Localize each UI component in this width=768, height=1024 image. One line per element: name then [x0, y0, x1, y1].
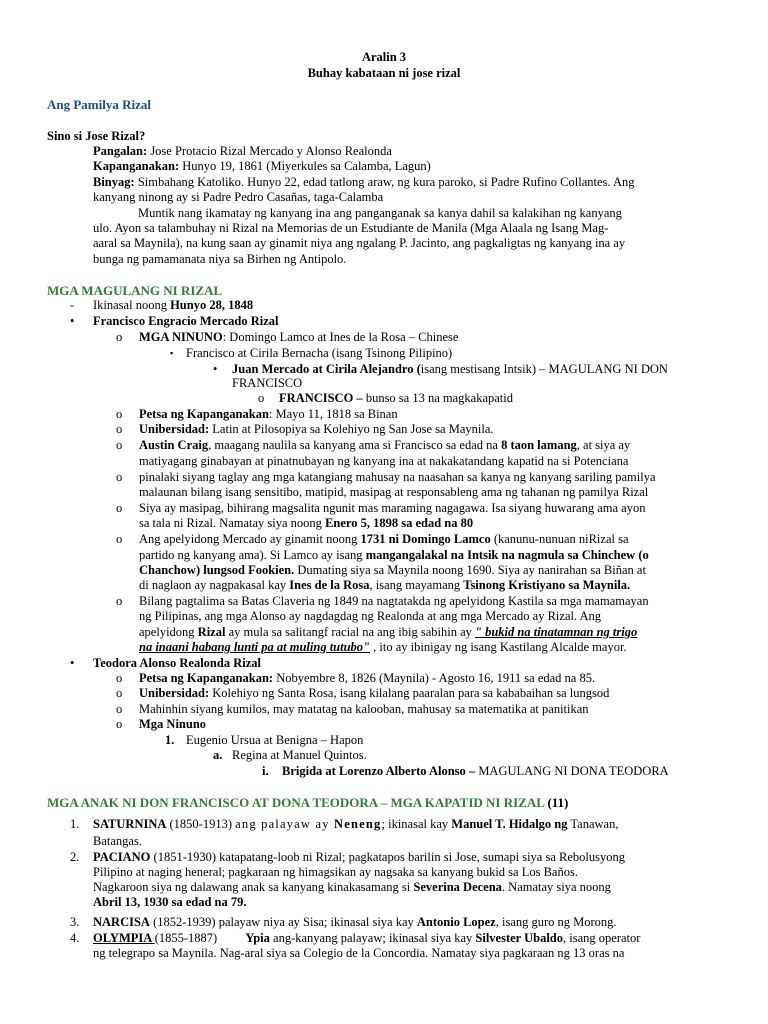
sibling-item: [93, 931, 640, 946]
o-marker: o: [116, 407, 123, 421]
mother-univ-value: Kolehiyo ng Santa Rosa, isang kilalang paaralan para sa kababaihan sa lungsod: [209, 686, 610, 700]
o-marker: o: [258, 391, 265, 405]
claveria-text: apelyidong: [139, 625, 198, 639]
list-letter: a.: [213, 748, 223, 762]
surname-line-4: [139, 578, 630, 593]
father-univ-line: [139, 422, 494, 437]
surname-bold: Chanchow) lungsod Fookien.: [139, 563, 295, 577]
surname-line: [139, 532, 629, 547]
married-text: Ikinasal noong: [93, 298, 171, 312]
sibling-item: [93, 915, 617, 930]
paragraph-line: aaral sa Maynila), na kung saan ay ginamit niya ang ngalang P. Jacinto, ang pagkaligtas ng kanyang ina ay: [93, 236, 626, 250]
baptism-line: [93, 175, 635, 190]
o-marker: o: [116, 438, 123, 452]
o-marker: o: [116, 470, 123, 484]
craig-text-end: , at siya ay: [576, 438, 631, 452]
mother-ancestor-line: Regina at Manuel Quintos.: [232, 748, 367, 762]
o-marker: o: [116, 717, 123, 731]
sibling-item: [93, 817, 618, 832]
mother-birth-value: Nobyembre 8, 1826 (Maynila) - Agosto 16, 1911 sa edad na 85.: [273, 671, 596, 685]
sibling-text: , isang guro ng Morong.: [495, 915, 617, 929]
father-name: Francisco Engracio Mercado Rizal: [93, 314, 279, 328]
diligent-line-2: [139, 516, 473, 531]
diligent-text: sa tala ni Rizal. Namatay siya noong: [139, 516, 326, 530]
meaning-quote: na inaani habang lunti pa at muling tutubo": [139, 640, 370, 654]
siblings-count: (11): [547, 795, 569, 810]
parents-line: [232, 362, 668, 377]
dash-marker: -: [70, 298, 75, 312]
sibling-text: Tanawan,: [567, 817, 619, 831]
o-marker: o: [116, 594, 123, 608]
ninuno-label: MGA NINUNO: [139, 330, 223, 344]
sibling-item-line: Pilipino at naging heneral; pagkaraan ng himagsikan ay nagsaka sa kanyang bukid sa Los Baños.: [93, 865, 578, 879]
sibling-spouse: Manuel T. Hidalgo ng: [451, 817, 568, 831]
sibling-text: . Namatay siya noong: [501, 880, 611, 894]
surname-bold: mangangalakal na Intsik na nagmula sa Chinchew (o: [365, 548, 649, 562]
birth-label: Kapanganakan:: [93, 159, 180, 173]
mother-ancestor-line: [282, 764, 669, 779]
sibling-years: (1855-1887): [154, 931, 246, 945]
mother-birth-line: [139, 671, 595, 686]
craig-line-2: matiyagang ginabayan at pinatnubayan ng kanyang ina at nakakatandang kapatid na si Potenciana: [139, 454, 629, 468]
mother-ancestor-line: Eugenio Ursua at Benigna – Hapon: [186, 733, 364, 747]
craig-bold: Austin Craig: [139, 438, 209, 452]
surname-text: di naglaon ay nagpakasal kay: [139, 578, 290, 592]
lesson-title: Buhay kabataan ni jose rizal: [307, 66, 461, 80]
meaning-quote: " bukid na tinatamnan ng trigo: [475, 625, 638, 639]
surname-text-end: (kanunu-nunuan niRizal sa: [490, 532, 629, 546]
francisco-bold: FRANCISCO –: [279, 391, 363, 405]
mother-name: Teodora Alonso Realonda Rizal: [93, 656, 261, 670]
ninuno-value: : Domingo Lamco at Ines de la Rosa – Chinese: [222, 330, 459, 344]
sibling-item-line: ng telegrapo sa Maynila. Nag-aral siya sa Colegio de la Concordia. Namatay siya pagkaraan ng 13 oras na: [93, 946, 625, 960]
father-birth-label: Petsa ng Kapanganakan: [139, 407, 269, 421]
paragraph-line: Muntik nang ikamatay ng kanyang ina ang panganganak sa kanya dahil sa kalakihan ng kanyang: [138, 206, 622, 220]
siblings-heading-text: MGA ANAK NI DON FRANCISCO AT DONA TEODORA – MGA KAPATID NI RIZAL: [47, 795, 548, 810]
craig-text: , maagang naulila sa kanyang ama si Francisco sa edad na: [208, 438, 502, 452]
surname-bold: 1731 ni Domingo Lamco: [360, 532, 491, 546]
sibling-spouse: Silvester Ubaldo: [475, 931, 564, 945]
sibling-partner: Severina Decena: [413, 880, 502, 894]
o-marker: o: [116, 532, 123, 546]
list-number: 4.: [70, 931, 80, 945]
surname-bold: Tsinong Kristiyano sa Maynila.: [463, 578, 631, 592]
o-marker: o: [116, 702, 123, 716]
sibling-nickname: Neneng: [334, 817, 382, 831]
paragraph-line: ulo. Ayon sa talambuhay ni Rizal na Memorias de un Estudiante de Manila (Mga Alaala ng Isang Mag-: [93, 221, 609, 235]
mother-univ-line: [139, 686, 609, 701]
mother-parents-rest: MAGULANG NI DONA TEODORA: [475, 764, 669, 778]
married-line: [93, 298, 253, 313]
father-birth-line: [139, 407, 398, 422]
father-univ-value: Latin at Pilosopiya sa Kolehiyo ng San Jose sa Maynila.: [209, 422, 494, 436]
surname-text: Dumating siya sa Maynila noong 1690. Siya ay nanirahan sa Biñan at: [294, 563, 646, 577]
grandparents-line: Francisco at Cirila Bernacha (isang Tsinong Pilipino): [186, 346, 453, 360]
sibling-name: OLYMPIA: [93, 931, 155, 945]
craig-age: 8 taon lamang: [501, 438, 577, 452]
sibling-text: ; ikinasal kay: [381, 817, 452, 831]
birth-line: [93, 159, 431, 174]
sibling-years: (1850-1913): [166, 817, 236, 831]
craig-line: [139, 438, 630, 453]
question-heading: Sino si Jose Rizal?: [47, 129, 146, 143]
section-heading-pamilya: Ang Pamilya Rizal: [47, 97, 151, 112]
parents-line-2: FRANCISCO: [232, 376, 303, 390]
name-label: Pangalan:: [93, 144, 148, 158]
o-marker: o: [116, 330, 123, 344]
list-number: 2.: [70, 850, 80, 864]
raised-line-2: malaunan bilang isang sensitibo, matipid, masipag at responsableng ama ng tahanan ng pamilya Rizal: [139, 485, 649, 499]
mother-birth-label: Petsa ng Kapanganakan:: [139, 671, 274, 685]
baptism-line-2: kanyang ninong ay si Padre Pedro Casañas, taga-Calamba: [93, 190, 384, 204]
o-marker: o: [116, 686, 123, 700]
spouse-name: Ines de la Rosa: [289, 578, 370, 592]
claveria-line-2: ng Pilipinas, ang mga Alonso ay nagdagdag ng Realonda at ang mga Mercado ay Rizal. Ang: [139, 609, 602, 623]
list-number: 1.: [165, 733, 175, 747]
claveria-line-4: [139, 640, 627, 655]
sibling-nickname: Ypia: [245, 931, 270, 945]
bullet-marker: •: [213, 362, 218, 376]
ninuno-line: [139, 330, 458, 345]
sibling-spouse: Antonio Lopez: [416, 915, 496, 929]
name-value: Jose Protacio Rizal Mercado y Alonso Realonda: [150, 144, 392, 158]
sibling-text: Nagkaroon siya ng dalawang anak sa kanyang kinakasamang si: [93, 880, 414, 894]
baptism-label: Binyag:: [93, 175, 135, 189]
claveria-text: ay mula sa salitangf racial na ang ibig sabihin ay: [225, 625, 476, 639]
list-roman: i.: [262, 764, 269, 778]
raised-line: pinalaki siyang taglay ang mga katangiang mahusay na naasahan sa kanya ng kanyang sariling pamilya: [139, 470, 656, 484]
sibling-name: PACIANO: [93, 850, 151, 864]
sibling-text: (1851-1930) katapatang-loob ni Rizal; pagkatapos barilin si Jose, sumapi siya sa Rebolusyong: [150, 850, 625, 864]
father-birth-value: : Mayo 11, 1818 sa Binan: [268, 407, 398, 421]
sibling-item-line: [93, 880, 611, 895]
bullet-marker: •: [70, 656, 75, 670]
mother-trait-line: Mahinhin siyang kumilos, may matatag na kalooban, mahusay sa matematika at panitikan: [139, 702, 589, 716]
mother-parents-bold: Brigida at Lorenzo Alberto Alonso –: [282, 764, 476, 778]
parents-rest: isang mestisang Intsik) – MAGULANG NI DON: [420, 362, 668, 376]
square-marker: ▪: [170, 348, 174, 358]
sibling-text: , isang operator: [563, 931, 641, 945]
father-univ-label: Unibersidad:: [139, 422, 210, 436]
sibling-text: (1852-1939) palayaw niya ay Sisa; ikinasal siya kay: [149, 915, 417, 929]
diligent-line: Siya ay masipag, bihirang magsalita ngunit mas maraming nagagawa. Isa siyang huwarang ama ayon: [139, 501, 646, 515]
sibling-item-line: Batangas.: [93, 834, 142, 848]
sibling-text: ang palayaw ay: [235, 817, 335, 831]
section-heading-anak: [47, 795, 568, 810]
list-number: 1.: [70, 817, 80, 831]
surname-line-3: [139, 563, 646, 578]
sibling-text: ang-kanyang palayaw; ikinasal siya kay: [269, 931, 476, 945]
claveria-line: Bilang pagtalima sa Batas Claveria ng 1849 na nagtatakda ng apelyidong Kastila sa mga mamamayan: [139, 594, 649, 608]
section-heading-magulang: MGA MAGULANG NI RIZAL: [47, 283, 223, 298]
death-date: Enero 5, 1898 sa edad na 80: [325, 516, 474, 530]
o-marker: o: [116, 501, 123, 515]
surname-text: , isang mayamang: [369, 578, 464, 592]
bullet-marker: •: [70, 314, 75, 328]
claveria-text: , ito ay ibinigay ng isang Kastilang Alcalde mayor.: [370, 640, 627, 654]
mother-ninuno-label: Mga Ninuno: [139, 717, 207, 731]
baptism-value: Simbahang Katoliko. Hunyo 22, edad tatlong araw, ng kura paroko, si Padre Rufino Collantes. Ang: [137, 175, 635, 189]
rizal-name: Rizal: [197, 625, 226, 639]
lesson-number: Aralin 3: [361, 50, 407, 64]
surname-line-2: [139, 548, 649, 563]
claveria-line-3: [139, 625, 637, 640]
paragraph-line: bunga ng pamamanata niya sa Birhen ng Antipolo.: [93, 252, 347, 266]
sibling-name: NARCISA: [93, 915, 150, 929]
o-marker: o: [116, 422, 123, 436]
sibling-item: [93, 850, 625, 865]
birth-value: Hunyo 19, 1861 (Miyerkules sa Calamba, Lagun): [182, 159, 431, 173]
sibling-death-date: Abril 13, 1930 sa edad na 79.: [93, 895, 247, 909]
parents-bold: Juan Mercado at Cirila Alejandro (: [232, 362, 421, 376]
list-number: 3.: [70, 915, 80, 929]
francisco-rest: bunso sa 13 na magkakapatid: [362, 391, 513, 405]
name-line: [93, 144, 392, 159]
married-date: Hunyo 28, 1848: [170, 298, 254, 312]
mother-univ-label: Unibersidad:: [139, 686, 210, 700]
sibling-name: SATURNINA: [93, 817, 167, 831]
o-marker: o: [116, 671, 123, 685]
surname-text: partido ng kanyang ama). Si Lamco ay isang: [139, 548, 366, 562]
francisco-line: [279, 391, 513, 406]
surname-text: Ang apelyidong Mercado ay ginamit noong: [139, 532, 361, 546]
